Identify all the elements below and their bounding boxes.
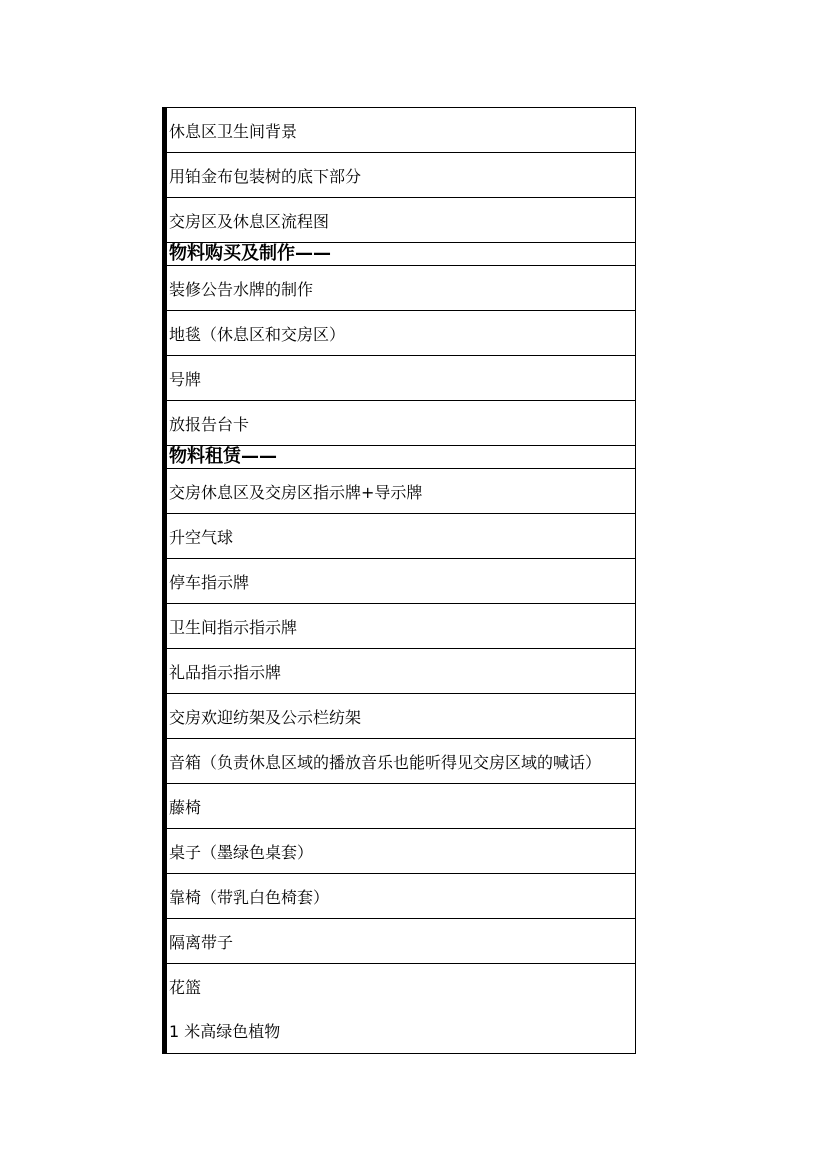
table-row [167, 469, 635, 514]
row-text: 交房欢迎纺架及公示栏纺架 [169, 708, 362, 727]
row-text: 桌子（墨绿色桌套） [169, 843, 314, 862]
row-text: 升空气球 [169, 528, 234, 547]
item-table [162, 107, 636, 1054]
table-row [167, 694, 635, 739]
table-row [167, 108, 635, 153]
section-heading: 物料租赁—— [169, 446, 277, 467]
section-header-row [167, 446, 635, 469]
row-text: 靠椅（带乳白色椅套） [169, 888, 330, 907]
table-row-multiline [167, 964, 635, 1054]
row-text: 交房休息区及交房区指示牌+导示牌 [169, 483, 423, 502]
table-row [167, 919, 635, 964]
table-row [167, 311, 635, 356]
row-text: 停车指示牌 [169, 573, 250, 592]
table-row [167, 514, 635, 559]
table-row [167, 784, 635, 829]
row-text: 藤椅 [169, 798, 202, 817]
table-row [167, 829, 635, 874]
row-text: 休息区卫生间背景 [169, 122, 298, 141]
table-row [167, 559, 635, 604]
row-text: 隔离带子 [169, 933, 234, 952]
section-heading: 物料购买及制作—— [169, 243, 331, 264]
row-text-line2: 1 米高绿色植物 [169, 1022, 281, 1041]
row-text: 号牌 [169, 370, 202, 389]
table-row [167, 153, 635, 198]
table-row [167, 401, 635, 446]
row-text: 音箱（负责休息区域的播放音乐也能听得见交房区域的喊话） [169, 753, 602, 772]
table-row [167, 604, 635, 649]
row-text-line1: 花篮 [169, 978, 202, 997]
table-row [167, 198, 635, 243]
row-text: 礼品指示指示牌 [169, 663, 282, 682]
row-text: 卫生间指示指示牌 [169, 618, 298, 637]
row-text: 装修公告水牌的制作 [169, 280, 314, 299]
row-text: 放报告台卡 [169, 415, 250, 434]
table-row [167, 739, 635, 784]
table-row [167, 266, 635, 311]
table-row [167, 649, 635, 694]
row-text: 交房区及休息区流程图 [169, 212, 330, 231]
section-header-row [167, 243, 635, 266]
row-text: 用铂金布包装树的底下部分 [169, 167, 362, 186]
table-row [167, 356, 635, 401]
table-row [167, 874, 635, 919]
row-text: 地毯（休息区和交房区） [169, 325, 346, 344]
